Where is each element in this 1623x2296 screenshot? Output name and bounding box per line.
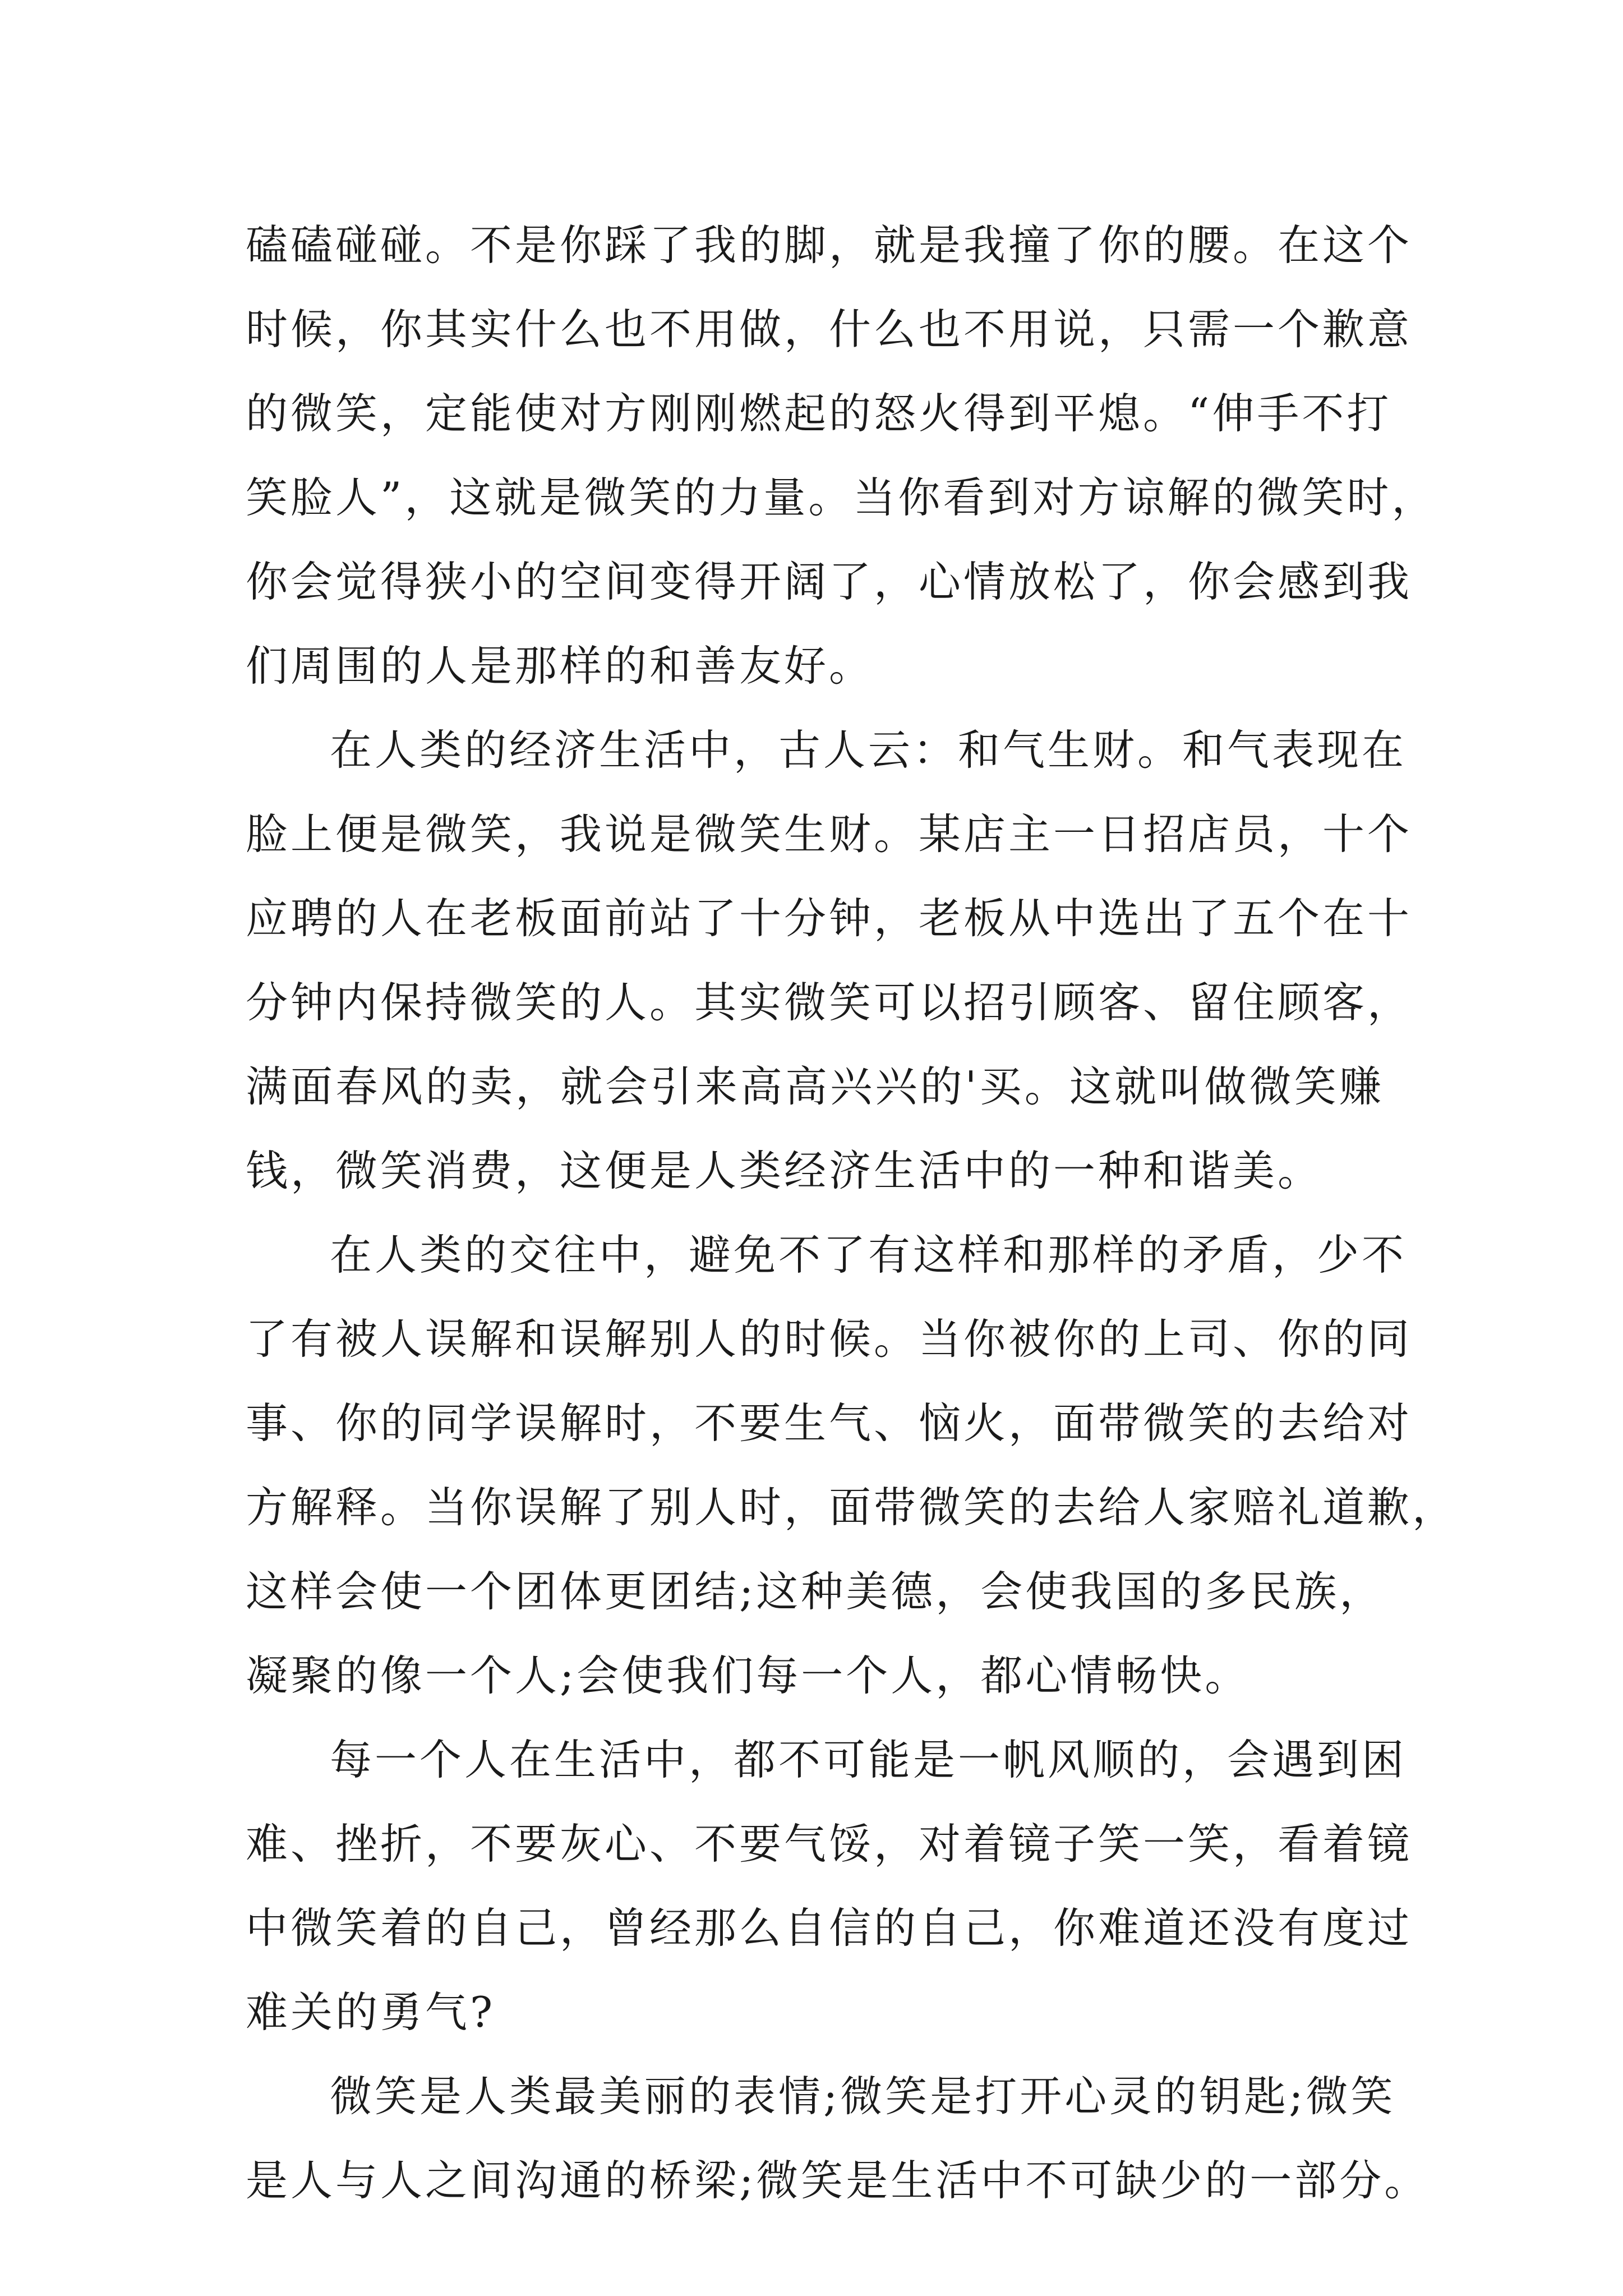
text-line: 你会觉得狭小的空间变得开阔了，心情放松了，你会感到我 <box>246 557 1413 606</box>
text-line: 在人类的交往中，避免不了有这样和那样的矛盾，少不 <box>330 1230 1407 1280</box>
paragraph-2 <box>246 708 1413 1213</box>
text-line: 时候，你其实什么也不用做，什么也不用说，只需一个歉意 <box>246 305 1413 354</box>
text-line: 满面春风的卖，就会引来高高兴兴的'买。这就叫做微笑赚 <box>246 1062 1384 1111</box>
paragraph-1 <box>246 203 1437 708</box>
text-line: 中微笑着的自己，曾经那么自信的自己，你难道还没有度过 <box>246 1903 1413 1953</box>
text-line: 在人类的经济生活中，古人云：和气生财。和气表现在 <box>330 725 1407 775</box>
text-line: 凝聚的像一个人;会使我们每一个人，都心情畅快。 <box>246 1651 1250 1700</box>
paragraph-5 <box>246 2054 1430 2223</box>
text-line: 了有被人误解和误解别人的时候。当你被你的上司、你的同 <box>246 1314 1413 1364</box>
document-body <box>246 203 1458 2223</box>
text-line: 分钟内保持微笑的人。其实微笑可以招引顾客、留住顾客， <box>246 978 1413 1027</box>
text-line: 难、挫折，不要灰心、不要气馁，对着镜子笑一笑，看着镜 <box>246 1819 1413 1869</box>
text-line: 的微笑，定能使对方刚刚燃起的怒火得到平熄。“伸手不打 <box>246 389 1392 438</box>
paragraph-3 <box>246 1213 1458 1718</box>
text-line: 难关的勇气? <box>246 1987 496 2037</box>
text-line: 们周围的人是那样的和善友好。 <box>246 641 874 691</box>
text-line: 脸上便是微笑，我说是微笑生财。某店主一日招店员，十个 <box>246 809 1413 859</box>
text-line: 是人与人之间沟通的桥梁;微笑是生活中不可缺少的一部分。 <box>246 2156 1430 2205</box>
text-line: 方解释。当你误解了别人时，面带微笑的去给人家赔礼道歉， <box>246 1483 1458 1532</box>
text-line: 微笑是人类最美丽的表情;微笑是打开心灵的钥匙;微笑 <box>330 2072 1396 2121</box>
text-line: 磕磕碰碰。不是你踩了我的脚，就是我撞了你的腰。在这个 <box>246 220 1413 270</box>
text-line: 这样会使一个团体更团结;这种美德，会使我国的多民族， <box>246 1567 1385 1616</box>
text-line: 每一个人在生活中，都不可能是一帆风顺的，会遇到困 <box>330 1735 1407 1784</box>
text-line: 钱，微笑消费，这便是人类经济生活中的一种和谐美。 <box>246 1146 1323 1195</box>
text-line: 事、你的同学误解时，不要生气、恼火，面带微笑的去给对 <box>246 1398 1413 1448</box>
paragraph-4 <box>246 1718 1413 2054</box>
text-line: 应聘的人在老板面前站了十分钟，老板从中选出了五个在十 <box>246 894 1413 943</box>
text-line: 笑脸人”，这就是微笑的力量。当你看到对方谅解的微笑时， <box>246 473 1437 522</box>
